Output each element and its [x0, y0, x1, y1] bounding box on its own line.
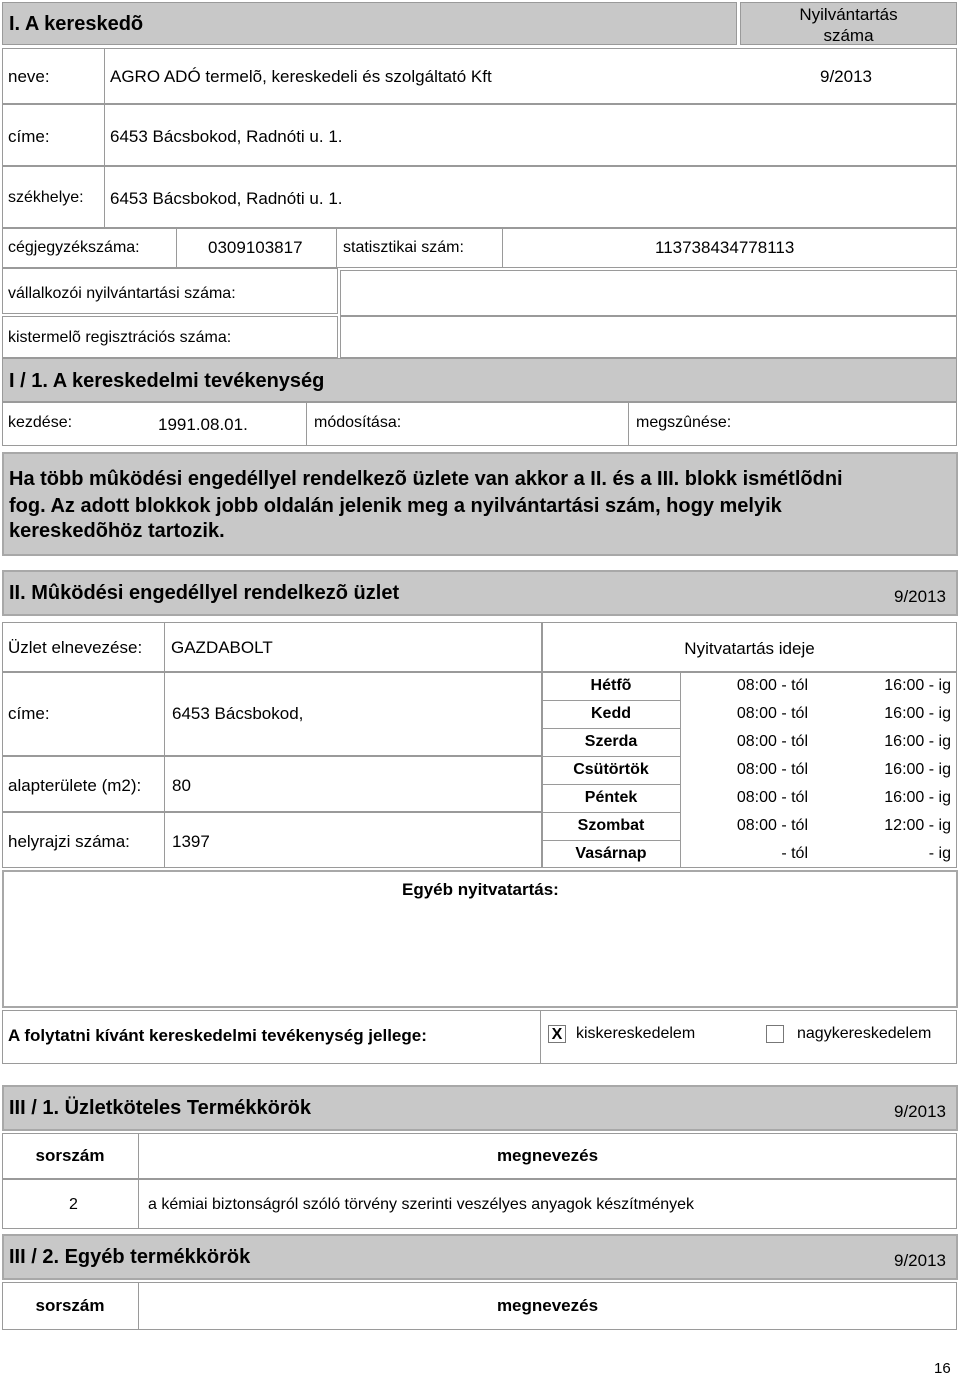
other-products-col-number: sorszám: [35, 1296, 105, 1315]
section2-registration-number: 9/2013: [894, 587, 946, 606]
producer-registration-value-box: [340, 316, 957, 358]
hours-from: 08:00 - tól: [736, 761, 808, 778]
registration-header-line2: száma: [823, 26, 874, 45]
other-opening-hours-label: Egyéb nyitvatartás:: [402, 880, 559, 899]
hours-day: Csütörtök: [573, 761, 649, 778]
hours-from: 08:00 - tól: [736, 733, 808, 750]
hours-day: Szombat: [577, 817, 645, 834]
hours-from: 08:00 - tól: [736, 817, 808, 834]
products-col-name: megnevezés: [496, 1146, 599, 1165]
section1-1-header: [2, 358, 957, 402]
table-row: [2, 1179, 957, 1229]
hours-to: 16:00 - ig: [884, 789, 951, 806]
hours-day: Péntek: [584, 789, 638, 806]
product-number: 2: [69, 1196, 78, 1213]
company-registration-label: cégjegyzékszáma:: [8, 239, 140, 256]
hours-to: 16:00 - ig: [884, 705, 951, 722]
hours-day: Vasárnap: [575, 845, 647, 862]
notice-line1: Ha több mûködési engedéllyel rendelkezõ üzlete van akkor a II. és a III. blokk ismétlõdni: [9, 468, 843, 490]
section1-header: [2, 2, 737, 45]
trader-address-value: 6453 Bácsbokod, Radnóti u. 1.: [110, 127, 343, 146]
wholesale-checkbox[interactable]: [766, 1025, 784, 1043]
section2-title: II. Mûködési engedéllyel rendelkezõ üzlet: [9, 582, 400, 604]
activity-dates-row: [2, 402, 957, 446]
trader-name-value: AGRO ADÓ termelõ, kereskedeli és szolgáltató Kft: [110, 67, 492, 86]
activity-start-value: 1991.08.01.: [158, 415, 248, 434]
shop-name-value: GAZDABOLT: [171, 638, 273, 657]
activity-start-label: kezdése:: [8, 414, 73, 431]
hours-to: 16:00 - ig: [884, 761, 951, 778]
company-registration-value: 0309103817: [208, 238, 303, 257]
activity-modify-label: módosítása:: [314, 414, 402, 431]
section3-2-header: [2, 1234, 958, 1280]
hours-to: - ig: [928, 845, 951, 862]
section3-1-header: [2, 1085, 958, 1131]
section3-2-registration-number: 9/2013: [894, 1251, 946, 1270]
activity-type-label: A folytatni kívánt kereskedelmi tevékenység jellege:: [8, 1026, 427, 1045]
trader-registration-number: 9/2013: [820, 67, 872, 86]
hours-from: - tól: [781, 845, 808, 862]
page-number: 16: [934, 1360, 951, 1377]
opening-hours-header-label: Nyitvatartás ideje: [684, 639, 815, 658]
hours-to: 16:00 - ig: [884, 733, 951, 750]
hours-day: Szerda: [584, 733, 638, 750]
notice-line3: kereskedõhöz tartozik.: [9, 520, 225, 542]
hours-day: Hétfõ: [590, 677, 632, 694]
products-col-number: sorszám: [35, 1146, 105, 1165]
shop-area-label: alapterülete (m2):: [8, 776, 142, 795]
shop-address-value: 6453 Bácsbokod,: [172, 704, 304, 723]
shop-name-label: Üzlet elnevezése:: [8, 638, 143, 657]
section3-2-title: III / 2. Egyéb termékkörök: [9, 1246, 251, 1268]
section3-1-registration-number: 9/2013: [894, 1102, 946, 1121]
hours-from: 08:00 - tól: [736, 705, 808, 722]
company-registration-row: [2, 228, 957, 268]
wholesale-label: nagykereskedelem: [797, 1025, 932, 1042]
producer-registration-label: kistermelõ regisztrációs száma:: [8, 329, 232, 346]
shop-lot-label: helyrajzi száma:: [8, 832, 130, 851]
entrepreneur-registration-label: vállalkozói nyilvántartási száma:: [8, 285, 236, 302]
statistical-number-label: statisztikai szám:: [343, 239, 464, 256]
shop-area-value: 80: [172, 776, 191, 795]
trader-address-label: címe:: [8, 127, 50, 146]
section2-header: [2, 570, 958, 616]
statistical-number-value: 113738434778113: [655, 238, 795, 257]
section3-1-title: III / 1. Üzletköteles Termékkörök: [9, 1097, 311, 1119]
other-opening-hours-box: [2, 870, 958, 1008]
shop-lot-value: 1397: [172, 832, 210, 851]
opening-hours-header: [542, 622, 957, 672]
trader-name-label: neve:: [8, 67, 50, 86]
retail-label: kiskereskedelem: [576, 1025, 696, 1042]
activity-end-label: megszûnése:: [636, 414, 732, 431]
hours-to: 12:00 - ig: [884, 817, 951, 834]
hours-to: 16:00 - ig: [884, 677, 951, 694]
product-name: a kémiai biztonságról szóló törvény szerinti veszélyes anyagok készítmények: [148, 1196, 695, 1213]
registration-header: [740, 2, 957, 45]
section1-title: I. A kereskedõ: [9, 13, 144, 35]
hours-day: Kedd: [591, 705, 631, 722]
trader-seat-label: székhelye:: [8, 189, 84, 206]
entrepreneur-registration-value-box: [340, 270, 957, 316]
registration-header-line1: Nyilvántartás: [799, 5, 898, 24]
section1-1-title: I / 1. A kereskedelmi tevékenység: [9, 370, 325, 392]
shop-address-label: címe:: [8, 704, 50, 723]
hours-from: 08:00 - tól: [736, 677, 808, 694]
hours-from: 08:00 - tól: [736, 789, 808, 806]
retail-checkbox[interactable]: X: [548, 1025, 566, 1043]
notice-line2: fog. Az adott blokkok jobb oldalán jelenik meg a nyilvántartási szám, hogy melyik: [9, 495, 782, 517]
trader-seat-value: 6453 Bácsbokod, Radnóti u. 1.: [110, 189, 343, 208]
other-products-col-name: megnevezés: [496, 1296, 599, 1315]
notice-box: [2, 452, 958, 556]
